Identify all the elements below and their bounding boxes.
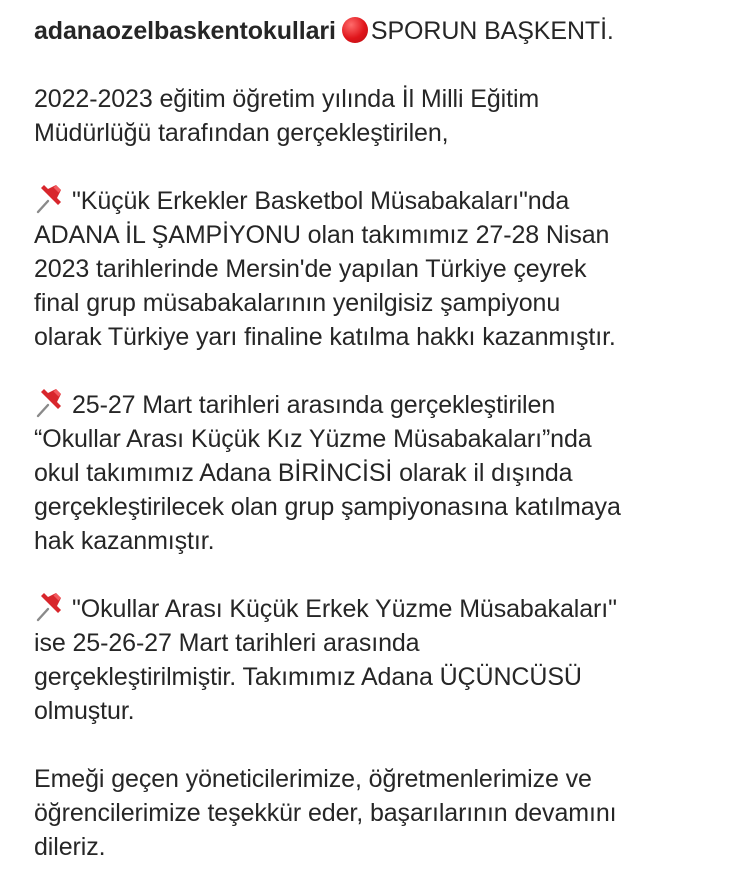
achievement-girls-swimming [34, 388, 734, 558]
item-line: olarak Türkiye yarı finaline katılma hakkı kazanmıştır. [34, 323, 616, 351]
closing-line: Emeği geçen yöneticilerimize, öğretmenlerimize ve [34, 765, 592, 793]
item-line: okul takımımız Adana BİRİNCİSİ olarak il dışında [34, 459, 573, 487]
caption-header [34, 14, 734, 48]
achievement-boys-swimming [34, 592, 734, 728]
item-line: final grup müsabakalarının yenilgisiz şampiyonu [34, 289, 561, 317]
item-line: ADANA İL ŞAMPİYONU olan takımımız 27-28 Nisan [34, 221, 610, 249]
pushpin-icon [34, 388, 68, 418]
intro-line: Müdürlüğü tarafından gerçekleştirilen, [34, 119, 449, 147]
pushpin-icon [34, 592, 68, 622]
item-line: ise 25-26-27 Mart tarihleri arasında [34, 629, 420, 657]
item-line: "Okullar Arası Küçük Erkek Yüzme Müsabakaları" [72, 595, 617, 623]
closing-line: dileriz. [34, 833, 106, 861]
username-link[interactable]: adanaozelbaskentokullari [34, 17, 336, 45]
item-line: gerçekleştirilecek olan grup şampiyonasına katılmaya [34, 493, 621, 521]
closing-paragraph [34, 762, 734, 864]
closing-line: öğrencilerimize teşekkür eder, başarılarının devamını [34, 799, 617, 827]
header-title: SPORUN BAŞKENTİ. [370, 17, 614, 45]
red-circle-icon [342, 17, 368, 43]
achievement-basketball [34, 184, 734, 354]
item-line: "Küçük Erkekler Basketbol Müsabakaları"nda [72, 187, 570, 215]
item-line: olmuştur. [34, 697, 135, 725]
pushpin-icon [34, 184, 68, 214]
item-line: 2023 tarihlerinde Mersin'de yapılan Türkiye çeyrek [34, 255, 587, 283]
item-line: hak kazanmıştır. [34, 527, 215, 555]
item-line: “Okullar Arası Küçük Kız Yüzme Müsabakaları”nda [34, 425, 592, 453]
intro-paragraph [34, 82, 734, 150]
post-caption [34, 14, 734, 864]
intro-line: 2022-2023 eğitim öğretim yılında İl Milli Eğitim [34, 85, 540, 113]
item-line: gerçekleştirilmiştir. Takımımız Adana ÜÇÜNCÜSÜ [34, 663, 582, 691]
item-line: 25-27 Mart tarihleri arasında gerçekleştirilen [72, 391, 556, 419]
